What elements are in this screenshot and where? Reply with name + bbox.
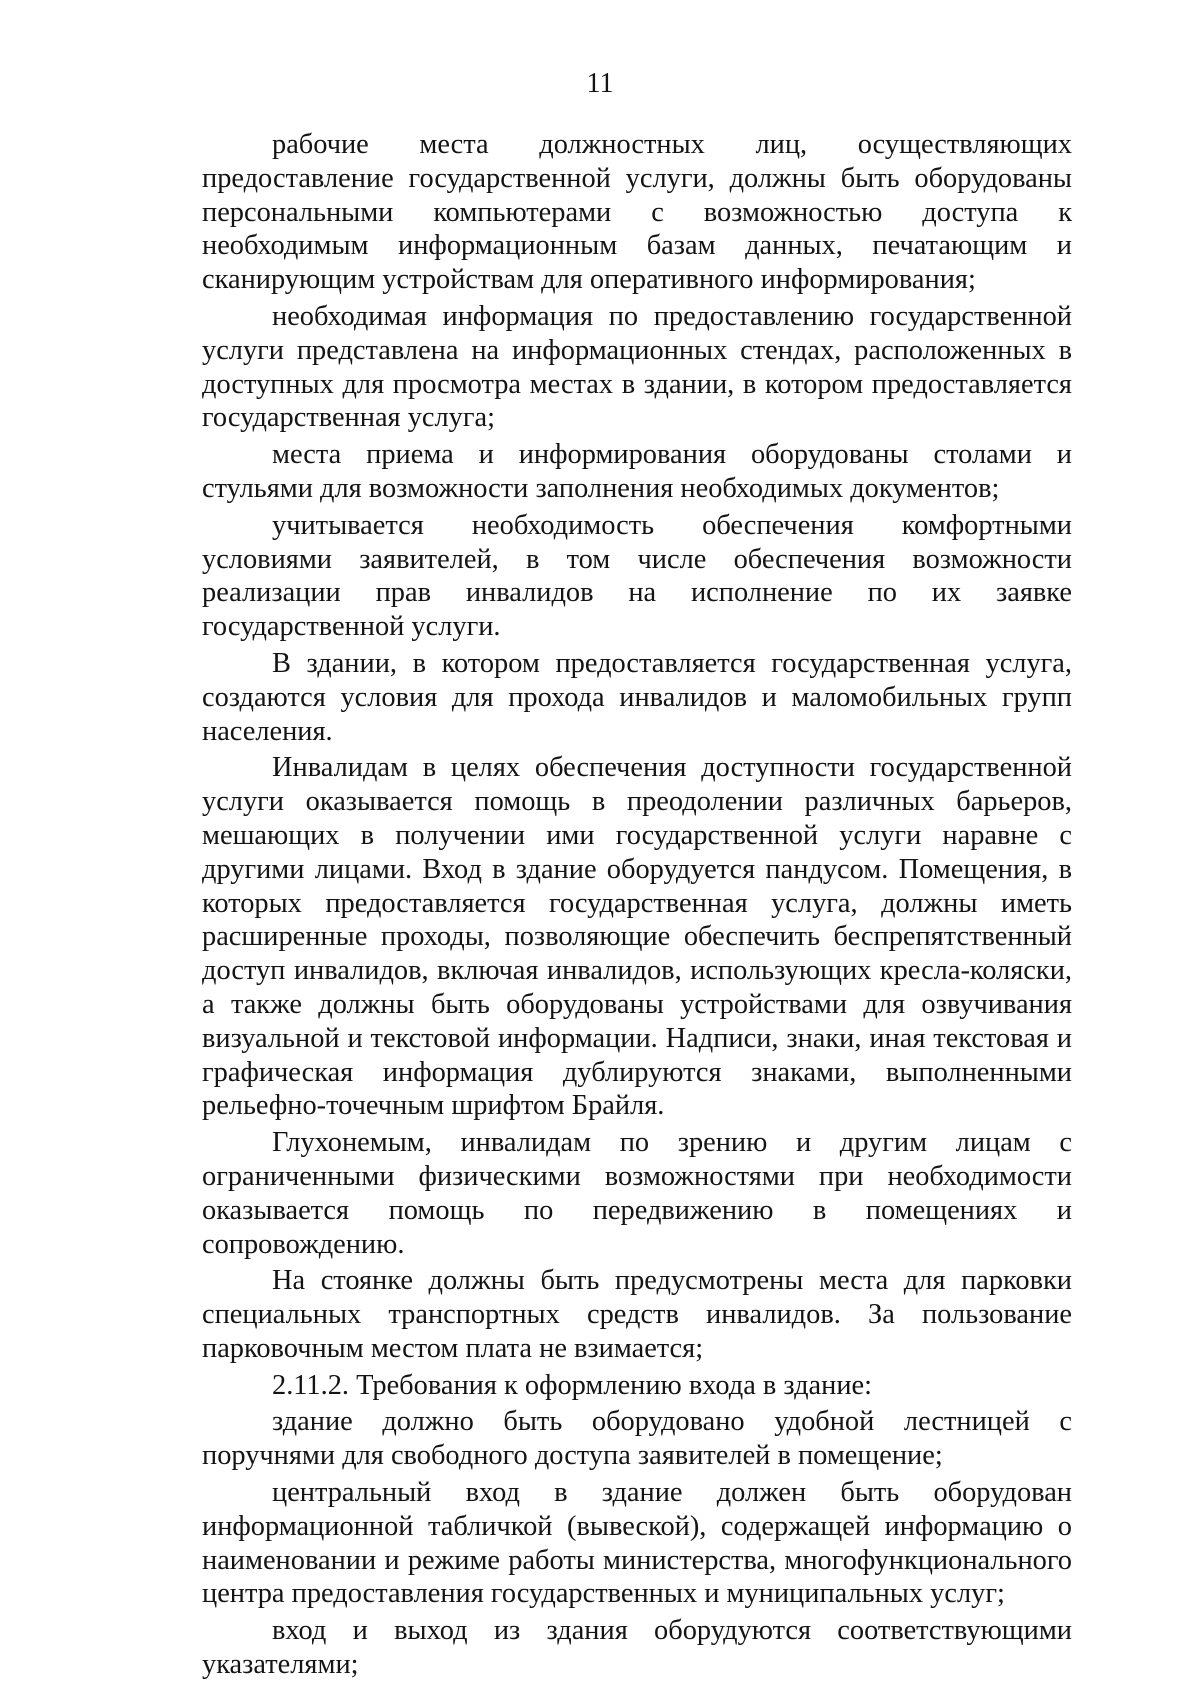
paragraph-reception-places: места приема и информирования оборудованы столами и стульями для возможности заполнения необходимых документов; [202, 439, 1072, 504]
page-number: 11 [586, 68, 614, 99]
paragraph-limited-abilities-help: Глухонемым, инвалидам по зрению и другим лицам с ограниченными физическими возможностями при необходимости оказывается помощь по передвижению в помещениях и сопровождению. [202, 1127, 1072, 1260]
paragraph-info-stands: необходимая информация по предоставлению государственной услуги представлена на информационных стендах, расположенных в доступных для просмотра местах в здании, в котором предоставляется государственная услуга; [202, 300, 1072, 434]
paragraph-disabled-assistance: Инвалидам в целях обеспечения доступности государственной услуги оказывается помощь в преодолении различных барьеров, мешающих в получении ими государственной услуги наравне с другими лицами. Вход в здание оборудуется пандусом. Помещения, в которых предоставляется государственная услуга, должны иметь расширенные проходы, позволяющие обеспечить беспрепятственный доступ инвалидов, включая инвалидов, использующих кресла-коляски, а также должны быть оборудованы устройствами для озвучивания визуальной и текстовой информации. Надписи, знаки, иная текстовая и графическая информация дублируются знаками, выполненными рельефно-точечным шрифтом Брайля. [202, 752, 1072, 1122]
paragraph-entrance-sign: центральный вход в здание должен быть оборудован информационной табличкой (вывеской), содержащей информацию о наименовании и режиме работы министерства, многофункционального центра предоставления государственных и муниципальных услуг; [202, 1477, 1072, 1610]
paragraph-parking: На стоянке должны быть предусмотрены места для парковки специальных транспортных средств инвалидов. За пользование парковочным местом плата не взимается; [202, 1265, 1072, 1364]
paragraph-workplaces: рабочие места должностных лиц, осуществляющих предоставление государственной услуги, должны быть оборудованы персональными компьютерами с возможностью доступа к необходимым информационным базам данных, печатающим и сканирующим устройствам для оперативного информирования; [202, 129, 1072, 296]
paragraph-exit-signs: вход и выход из здания оборудуются соответствующими указателями; [202, 1615, 1072, 1681]
paragraph-staircase: здание должно быть оборудовано удобной лестницей с поручнями для свободного доступа заявителей в помещение; [202, 1406, 1072, 1472]
document-body [202, 128, 1072, 1685]
paragraph-comfort-conditions: учитывается необходимость обеспечения комфортными условиями заявителей, в том числе обеспечения возможности реализации прав инвалидов на исполнение по их заявке государственной услуги. [202, 509, 1072, 643]
section-heading-2-11-2: 2.11.2. Требования к оформлению входа в здание: [272, 1369, 873, 1401]
paragraph-accessibility-conditions: В здании, в котором предоставляется государственная услуга, создаются условия для прохода инвалидов и маломобильных групп населения. [202, 647, 1072, 747]
